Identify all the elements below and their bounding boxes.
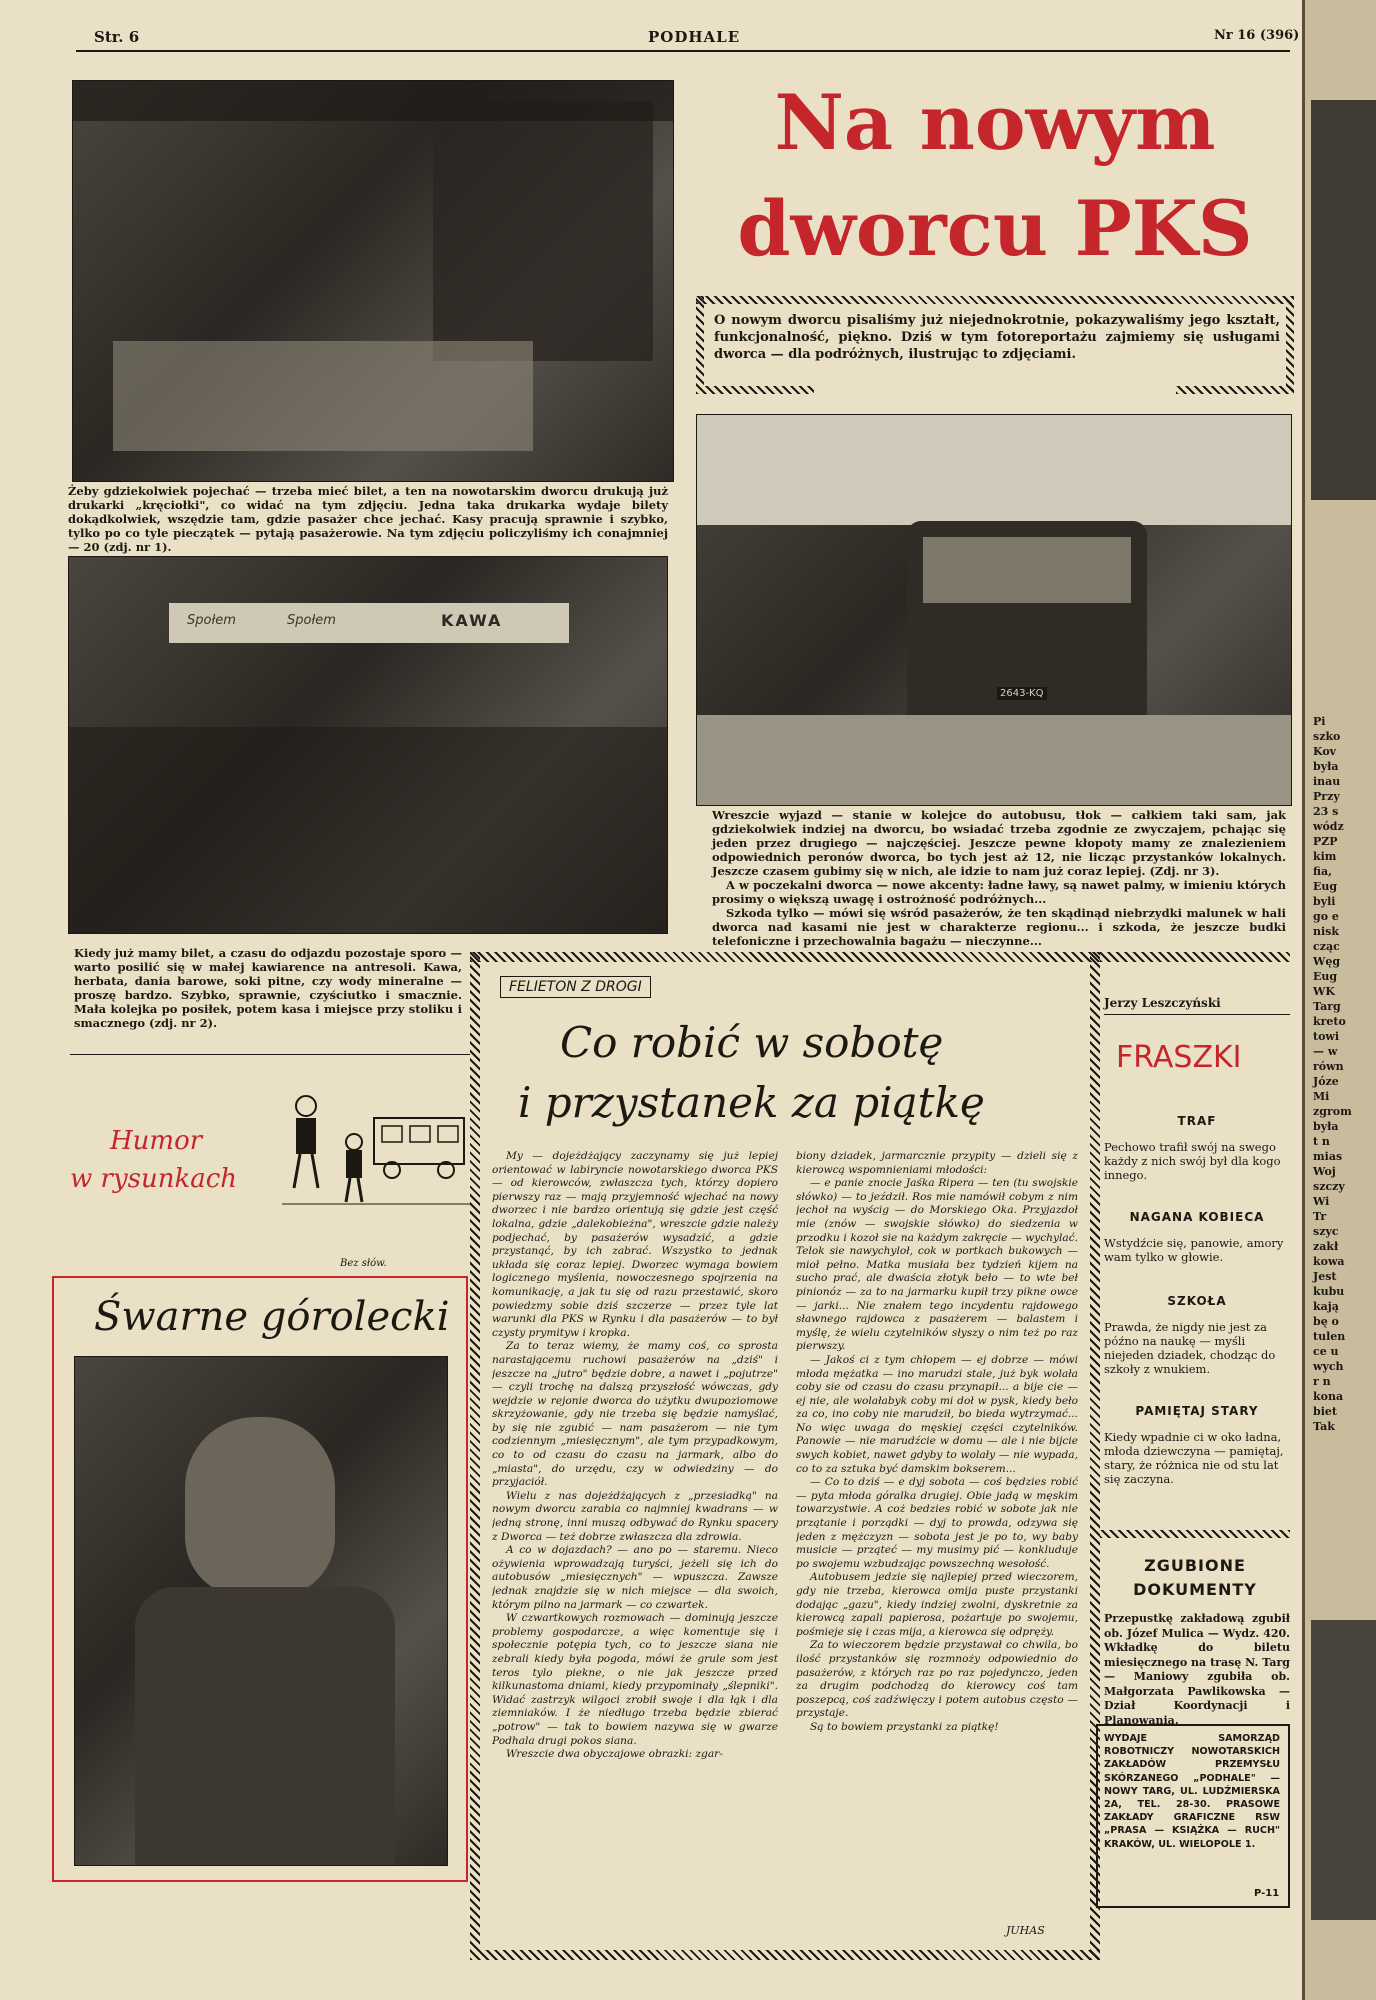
cartoon-drawing bbox=[282, 1078, 472, 1258]
next-page-fragment: była bbox=[1313, 1120, 1339, 1133]
bus-plate: 2643-KQ bbox=[997, 687, 1047, 700]
next-page-fragment: zakł bbox=[1313, 1240, 1339, 1253]
fraszka-3-text: Prawda, że nigdy nie jest za późno na naukę — myśli niejeden dziadek, chodząc do szkoły z wnukiem. bbox=[1104, 1320, 1276, 1376]
felieton-title-2: i przystanek za piątkę bbox=[518, 1078, 985, 1127]
next-page-fragment: mias bbox=[1313, 1150, 1343, 1163]
next-page-photo-top bbox=[1311, 100, 1376, 500]
felieton-c2-p2: — e panie znocie Jaśka Ripera — ten (tu swojskie słówko) — to jeździł. Ros mie namówił cobym z nim jechoł na wyścig — do Morskiego Oka. Przyjazdoł mie (znów — swojskie słówko) do siedzenia w przodku i kozoł sie na każdym zakręcie — wychylać. Telok sie nawychyloł, cok w portkach bukowych — mioł pełno. Matka musiała bez tydzień kijem na sucho prać, ale dwaścia złotyk beło — to wte beł pinionóz — za to na jarmarku kupił trzy pikne owce — jarki... Nie znałem tego incydentu rajdowego sławnego rajdowca z pasażerem — balastem i myślę, że wielu czytelników słyszy o nim też po raz pierwszy. bbox=[796, 1177, 1078, 1353]
cartoon-caption: Bez słów. bbox=[340, 1258, 387, 1269]
felieton-c1-p1: My — dojeżdżający zaczynamy się już lepiej orientować w labiryncie nowotarskiego dworca PKS — od kierowców, zwłaszcza tych, którzy dopiero pierwszy raz — mają przyjemność wjechać na nowy dworzec i nie bardzo orientują się gdzie jest część lokalna, gdzie „dalekobieżna", wreszcie gdzie należy podjechać, by pasażerów wysadzić, a gdzie przystanąć, by ich zabrać. Wszystko to jednak układa się coraz lepiej. Dworzec wymaga bowiem logicznego myślenia, nowoczesnego spojrzenia na komunikację, a jak tu się od razu przestawić, skoro powiedzmy sobie dziś szczerze — przez tyle lat warunki dla PKS w Rynku i dla pasażerów — to był czysty prymityw i kropka. bbox=[492, 1150, 778, 1339]
fraszka-1-text: Pechowo trafił swój na swego każdy z nich swój był dla kogo innego. bbox=[1104, 1140, 1281, 1182]
zgubione-title-2: DOKUMENTY bbox=[1133, 1580, 1257, 1599]
caption-photo-3-a: Wreszcie wyjazd — stanie w kolejce do autobusu, tłok — całkiem taki sam, jak gdziekolwiek indziej na dworcu, bo wsiadać trzeba zgodnie ze zwyczajem, pchając się jeden przez drugiego — najczęściej. Jeszcze pewne kłopoty mamy ze znalezieniem odpowiednich peronów dworca, bo tych jest aż 12, nie licząc przystanków lokalnych. Jeszcze czasem gubimy się w nich, ale idzie to nam już coraz lepiej. (Zdj. nr 3). bbox=[712, 808, 1286, 878]
photo-girl bbox=[74, 1356, 448, 1866]
felieton-column-1 bbox=[492, 1150, 778, 1938]
next-page-fragment: bę o bbox=[1313, 1315, 1339, 1328]
next-page-fragment: Targ bbox=[1313, 1000, 1341, 1013]
fraszki-author: Jerzy Leszczyński bbox=[1104, 996, 1221, 1010]
felieton-border-bottom bbox=[470, 1950, 1100, 1960]
felieton-c1-p6: Wreszcie dwa obyczajowe obrazki: zgar- bbox=[506, 1748, 723, 1761]
intro-border-right bbox=[1286, 296, 1294, 394]
next-page-text-fragments bbox=[1313, 714, 1376, 1434]
next-page-fragment: t n bbox=[1313, 1135, 1330, 1148]
photo-bus bbox=[696, 414, 1292, 806]
next-page-fragment: fia, bbox=[1313, 865, 1332, 878]
caption-photo-3-c: Szkoda tylko — mówi się wśród pasażerów, że ten skądinąd niebrzydki malunek w hali dworca nad kasami nie jest w charakterze regionu... i szkoda, że jeszcze budki telefoniczne i przechowalnia bagażu — nieczynne... bbox=[712, 906, 1286, 948]
paper-title: PODHALE bbox=[648, 28, 741, 46]
next-page-fragment: Tr bbox=[1313, 1210, 1327, 1223]
felieton-border-left bbox=[470, 952, 480, 1960]
photo-cafe bbox=[68, 556, 668, 934]
imprint-text: WYDAJE SAMORZĄD ROBOTNICZY NOWOTARSKICH ZAKŁADÓW PRZEMYSŁU SKÓRZANEGO „PODHALE" — NOWY TARG, UL. LUDŹMIERSKA 2A, TEL. 28-30. PRASOWE ZAKŁADY GRAFICZNE RSW „PRASA — KSIĄŻKA — RUCH" KRAKÓW, UL. WIELOPOLE 1. bbox=[1104, 1733, 1280, 1850]
felieton-c1-p3: Wielu z nas dojeżdżających z „przesiadką" na nowym dworcu zarabia co najmniej kwadrans — w jedną stronę, inni muszą odbywać do Rynku spacery z Dworca — też dobrze zwłaszcza dla zdrowia. bbox=[492, 1489, 778, 1543]
sign-kawa: KAWA bbox=[441, 611, 503, 630]
humor-rule bbox=[70, 1054, 470, 1055]
felieton-border-top bbox=[470, 952, 1100, 962]
humor-title-1: Humor bbox=[110, 1126, 203, 1156]
next-page-fragment: Woj bbox=[1313, 1165, 1336, 1178]
imprint-code: P-11 bbox=[1254, 1888, 1280, 1899]
next-page-fragment: Przy bbox=[1313, 790, 1340, 803]
next-page-fragment: ce u bbox=[1313, 1345, 1339, 1358]
felieton-c1-p5: W czwartkowych rozmowach — dominują jeszcze problemy gospodarcze, a więc komentuje się i społecznie potępia tych, co to jeszcze siana nie zebrali kiedy była pogoda, mówi że grule som jest teros tylo piekne, o nie jak jeszcze przed kilkunastoma dniami, kiedy przypominały „ślepniki". Widać zastrzyk wilgoci zrobił swoje i dla łąk i dla ziemniaków. I że niedługo trzeba będzie zbierać „potrow" — tak to bowiem nazywa się w gwarze Podhala drugi pokos siana. bbox=[492, 1612, 778, 1747]
next-page-fragment: była bbox=[1313, 760, 1339, 773]
next-page-fragment: Mi bbox=[1313, 1090, 1330, 1103]
headline-line-1: Na nowym bbox=[774, 78, 1216, 167]
next-page-fragment: wódz bbox=[1313, 820, 1344, 833]
next-page-fragment: Eug bbox=[1313, 970, 1338, 983]
intro-border-left bbox=[696, 296, 704, 394]
header-rule bbox=[76, 50, 1290, 52]
humor-title-2: w rysunkach bbox=[70, 1164, 238, 1194]
next-page-fragment: towi bbox=[1313, 1030, 1340, 1043]
caption-photo-3-b: A w poczekalni dworca — nowe akcenty: ładne ławy, są nawet palmy, w imieniu których prosimy o większą uwagę i ostrożność podróżnych... bbox=[712, 878, 1286, 906]
next-page-fragment: Tak bbox=[1313, 1420, 1335, 1433]
next-page-fragment: cząc bbox=[1313, 940, 1340, 953]
next-page-fragment: zgrom bbox=[1313, 1105, 1352, 1118]
next-page-fragment: Józe bbox=[1313, 1075, 1339, 1088]
intro-border-bottom-right bbox=[1176, 386, 1294, 394]
next-page-fragment: kają bbox=[1313, 1300, 1339, 1313]
next-page-fragment: wych bbox=[1313, 1360, 1344, 1373]
next-page-fragment: równ bbox=[1313, 1060, 1344, 1073]
intro-text: O nowym dworcu pisaliśmy już niejednokrotnie, pokazywaliśmy jego kształt, funkcjonalność, piękno. Dziś w tym fotoreportażu zajmiemy się usługami dworca — dla podróżnych, ilustrując to zdjęciami. bbox=[714, 313, 1280, 362]
caption-photo-2: Kiedy już mamy bilet, a czasu do odjazdu pozostaje sporo — warto posilić się w małej kawiarence na antresoli. Kawa, herbata, dania barowe, soki pitne, czy wody mineralne — proszę bardzo. Szybko, sprawnie, czyściutko i smacznie. Mała kolejka po posiłek, potem kasa i miejsce przy stoliku i smacznego (zdj. nr 2). bbox=[74, 946, 462, 1030]
next-page-fragment: kreto bbox=[1313, 1015, 1346, 1028]
next-page-fragment: tulen bbox=[1313, 1330, 1346, 1343]
fraszka-4-text: Kiedy wpadnie ci w oko ładna, młoda dziewczyna — pamiętaj, stary, że różnica nie od stu lat się zaczyna. bbox=[1104, 1430, 1284, 1486]
zgubione-text: Przepustkę zakładową zgubił ob. Józef Mulica — Wydz. 420. Wkładkę do biletu miesięcznego na trasę N. Targ — Maniowy zgubiła ob. Małgorzata Pawlikowska — Dział Koordynacji i Planowania. bbox=[1104, 1612, 1290, 1727]
fraszka-2-text: Wstydźcie się, panowie, amory wam tylko w głowie. bbox=[1104, 1236, 1284, 1264]
photo-ticket-office bbox=[72, 80, 674, 482]
next-page-fragment: byli bbox=[1313, 895, 1336, 908]
swarne-title: Śwarne górolecki bbox=[94, 1294, 450, 1340]
felieton-c2-p5: Autobusem jedzie się najlepiej przed wieczorem, gdy nie trzeba, kierowca omija puste przystanki dodając „gazu", kiedy indziej zwolni, dyskretnie za kierowcą zapali papierosa, pożartuje po swojemu, pośmieje się i czas mija, a kierowca się odpręży. bbox=[796, 1571, 1078, 1638]
next-page-fragment: Węg bbox=[1313, 955, 1341, 968]
next-page-fragment: 23 s bbox=[1313, 805, 1339, 818]
felieton-signature: JUHAS bbox=[1006, 1924, 1045, 1937]
next-page-fragment: Jest bbox=[1313, 1270, 1337, 1283]
felieton-c2-p6: Za to wieczorem będzie przystawał co chwila, bo ilość przystanków się rozmnoży odpowiednio do pasażerów, z których raz po raz pojedynczo, jeden za drugim podchodzą do kierowcy coś tam poszepcą, coś zadźwięczy i potem autobus często — przystaje. bbox=[796, 1639, 1078, 1720]
felieton-column-2 bbox=[796, 1150, 1078, 1924]
fraszki-border-top bbox=[1100, 952, 1290, 962]
next-page-fragment: Pi bbox=[1313, 715, 1326, 728]
felieton-c2-p4: — Co to dziś — e dyj sobota — coś będzies robić — pyta młoda góralka drugiej. Obie jadą w męskim towarzystwie. A coż bedzies robić w sobote jak nie przątanie i porządki — dyj to prowda, odzywa się jeden z mężczyzn — sobota jest je po to, wy baby musicie — prząteć — my musimy pić — konkluduje po swojemu wzbudzając powszechną wesołość. bbox=[796, 1476, 1078, 1570]
headline-line-2: dworcu PKS bbox=[737, 184, 1253, 273]
fraszka-2-title: NAGANA KOBIECA bbox=[1129, 1210, 1265, 1224]
zgubione-title-1: ZGUBIONE bbox=[1144, 1556, 1246, 1575]
page-number: Str. 6 bbox=[94, 28, 140, 46]
next-page-fragment: PZP bbox=[1313, 835, 1338, 848]
sign-spolem-1: Społem bbox=[187, 613, 236, 628]
next-page-fragment: Eug bbox=[1313, 880, 1338, 893]
felieton-tag: FELIETON Z DROGI bbox=[500, 976, 651, 998]
next-page-fragment: r n bbox=[1313, 1375, 1331, 1388]
next-page-fragment: WK bbox=[1313, 985, 1335, 998]
next-page-edge bbox=[1302, 0, 1376, 2000]
next-page-fragment: szczy bbox=[1313, 1180, 1345, 1193]
next-page-fragment: kowa bbox=[1313, 1255, 1345, 1268]
felieton-c2-p1: biony dziadek, jarmarcznie przypity — dzieli się z kierowcą wspomnieniami młodości: bbox=[796, 1150, 1078, 1176]
next-page-fragment: go e bbox=[1313, 910, 1339, 923]
intro-border-bottom-left bbox=[696, 386, 814, 394]
fraszki-rule bbox=[1104, 1014, 1290, 1015]
felieton-c2-p3: — Jakoś ci z tym chłopem — ej dobrze — mówi młoda mężatka — ino marudzi stale, już byk wolała coby sie od czasu do czasu przynapił... a bije cie — ej nie, ale wolałabyk coby mi doł w pysk, kiedy beło za co, ino coby nie marudził, bo bieda wytrzymać... No więc uwaga do męskiej części czytelników. Panowie — nie marudźcie w domu — ale i nie bijcie swych kobiet, nawet gdyby to wolały — nie wypada, co to za sztuka być damskim bokserem... bbox=[796, 1353, 1078, 1475]
sign-spolem-2: Społem bbox=[287, 613, 336, 628]
next-page-fragment: Kov bbox=[1313, 745, 1337, 758]
next-page-fragment: kim bbox=[1313, 850, 1337, 863]
next-page-fragment: kona bbox=[1313, 1390, 1344, 1403]
next-page-fragment: nisk bbox=[1313, 925, 1339, 938]
zgubione-border bbox=[1100, 1530, 1290, 1538]
felieton-c1-p2: Za to teraz wiemy, że mamy coś, co sprosta narastającemu ruchowi pasażerów na „dziś" i jeszcze na „jutro" będzie dobre, a nawet i „pojutrze" — czyli trochę na dalszą przyszłość wówczas, gdy wejdzie w rejonie dworca do użytku dwupoziomowe skrzyżowanie, gdy nie trzeba się będzie namyślać, by się nie zgubić — nam pasażerom — nie tym codziennym „miesięcznym", ale tym przypadkowym, co to od czasu do czasu na jarmark, albo do „miasta", do urzędu, czy w odwiedziny — do przyjaciół. bbox=[492, 1340, 778, 1489]
next-page-fragment: szko bbox=[1313, 730, 1341, 743]
next-page-fragment: szyc bbox=[1313, 1225, 1339, 1238]
fraszka-4-title: PAMIĘTAJ STARY bbox=[1135, 1404, 1259, 1418]
intro-border-top bbox=[696, 296, 1294, 304]
next-page-fragment: inau bbox=[1313, 775, 1341, 788]
caption-photo-1: Żeby gdziekolwiek pojechać — trzeba mieć bilet, a ten na nowotarskim dworcu drukują już drukarki „kręciołki", co widać na tym zdjęciu. Jedna taka drukarka wydaje bilety dokądkolwiek, wszędzie tam, gdzie pasażer chce jechać. Kasy pracują sprawnie i szybko, tylko po co tyle pieczątek — pytają pasażerowie. Na tym zdjęciu policzyliśmy ich conajmniej — 20 (zdj. nr 1). bbox=[68, 484, 668, 554]
caption-photo-3 bbox=[712, 808, 1286, 948]
next-page-fragment: kubu bbox=[1313, 1285, 1345, 1298]
next-page-fragment: Wi bbox=[1313, 1195, 1330, 1208]
felieton-c2-p7: Są to bowiem przystanki za piątkę! bbox=[810, 1720, 999, 1733]
next-page-photo-bottom bbox=[1311, 1620, 1376, 1920]
fraszka-1-title: TRAF bbox=[1177, 1114, 1217, 1128]
fraszki-title: FRASZKI bbox=[1116, 1040, 1242, 1075]
fraszka-3-title: SZKOŁA bbox=[1167, 1294, 1227, 1308]
issue-number: Nr 16 (396) bbox=[1214, 28, 1300, 43]
next-page-fragment: biet bbox=[1313, 1405, 1337, 1418]
felieton-c1-p4: A co w dojazdach? — ano po — staremu. Nieco ożywienia wprowadzają turyści, jeżeli się ich do autobusów „miesięcznych" — wpuszcza. Zawsze jednak znajdzie się w nich miejsce — dla swoich, którym pilno na jarmark — co czwartek. bbox=[492, 1544, 778, 1611]
next-page-fragment: — w bbox=[1313, 1045, 1338, 1058]
felieton-title-1: Co robić w sobotę bbox=[560, 1018, 944, 1067]
